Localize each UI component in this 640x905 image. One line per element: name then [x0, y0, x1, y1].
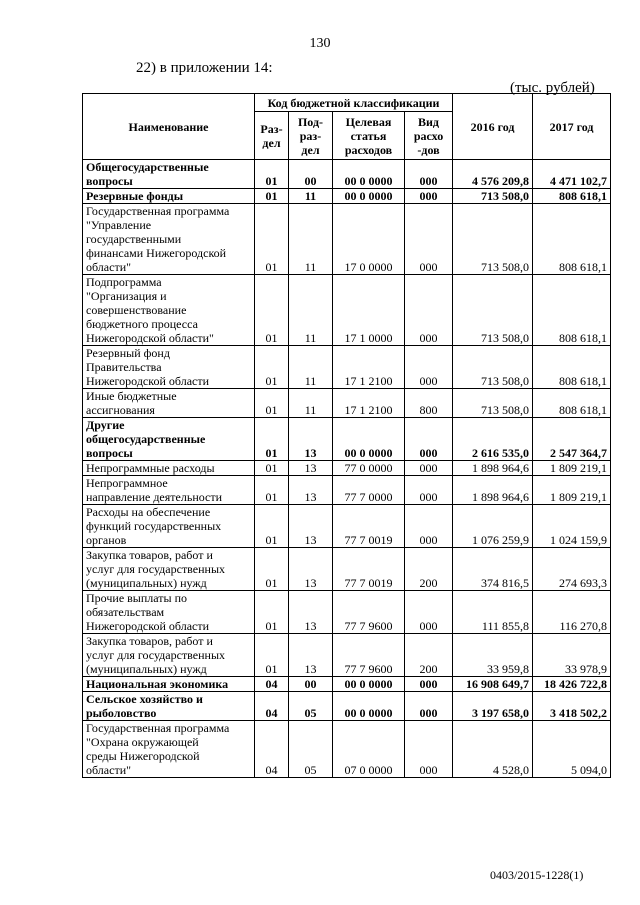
- cell-vid: 800: [405, 389, 453, 418]
- cell-y2017: 274 693,3: [533, 548, 611, 591]
- table-row: [83, 591, 611, 634]
- table-body: [83, 160, 611, 778]
- header-name: Наименование: [83, 94, 255, 160]
- cell-podrazdel: 13: [289, 548, 333, 591]
- header-expense-type: Вид расхо -дов: [405, 112, 453, 160]
- cell-y2017: 1 024 159,9: [533, 505, 611, 548]
- table-row: [83, 721, 611, 778]
- cell-csr: 17 0 0000: [333, 204, 405, 275]
- cell-vid: 000: [405, 461, 453, 476]
- cell-podrazdel: 11: [289, 275, 333, 346]
- table-row: [83, 189, 611, 204]
- cell-razdel: 01: [255, 461, 289, 476]
- cell-name: Сельское хозяйство и рыболовство: [83, 692, 255, 721]
- cell-razdel: 01: [255, 418, 289, 461]
- cell-name: Общегосударственные вопросы: [83, 160, 255, 189]
- cell-csr: 77 7 9600: [333, 634, 405, 677]
- table-row: [83, 476, 611, 505]
- cell-csr: 17 1 0000: [333, 275, 405, 346]
- cell-vid: 000: [405, 505, 453, 548]
- budget-table: [82, 93, 611, 778]
- cell-y2017: 18 426 722,8: [533, 677, 611, 692]
- cell-vid: 200: [405, 548, 453, 591]
- appendix-intro: 22) в приложении 14:: [136, 60, 273, 76]
- cell-razdel: 04: [255, 692, 289, 721]
- table-row: [83, 461, 611, 476]
- cell-y2017: 808 618,1: [533, 389, 611, 418]
- cell-csr: 07 0 0000: [333, 721, 405, 778]
- cell-name: Государственная программа "Управление государственными финансами Нижегородской области": [83, 204, 255, 275]
- cell-razdel: 01: [255, 189, 289, 204]
- cell-csr: 00 0 0000: [333, 418, 405, 461]
- cell-vid: 000: [405, 160, 453, 189]
- cell-name: Государственная программа "Охрана окружающей среды Нижегородской области": [83, 721, 255, 778]
- cell-csr: 17 1 2100: [333, 346, 405, 389]
- cell-vid: 000: [405, 692, 453, 721]
- cell-name: Расходы на обеспечение функций государственных органов: [83, 505, 255, 548]
- cell-csr: 00 0 0000: [333, 160, 405, 189]
- cell-csr: 77 7 9600: [333, 591, 405, 634]
- cell-y2016: 1 898 964,6: [453, 476, 533, 505]
- cell-podrazdel: 05: [289, 721, 333, 778]
- cell-vid: 000: [405, 275, 453, 346]
- header-2017: 2017 год: [533, 94, 611, 160]
- cell-razdel: 01: [255, 389, 289, 418]
- cell-vid: 000: [405, 204, 453, 275]
- cell-csr: 77 7 0019: [333, 548, 405, 591]
- cell-razdel: 01: [255, 476, 289, 505]
- cell-razdel: 01: [255, 634, 289, 677]
- cell-podrazdel: 00: [289, 677, 333, 692]
- cell-name: Непрограммное направление деятельности: [83, 476, 255, 505]
- cell-vid: 000: [405, 476, 453, 505]
- cell-y2016: 111 855,8: [453, 591, 533, 634]
- cell-razdel: 01: [255, 204, 289, 275]
- cell-y2017: 4 471 102,7: [533, 160, 611, 189]
- cell-y2016: 1 076 259,9: [453, 505, 533, 548]
- cell-vid: 200: [405, 634, 453, 677]
- cell-vid: 000: [405, 721, 453, 778]
- cell-name: Национальная экономика: [83, 677, 255, 692]
- cell-podrazdel: 13: [289, 476, 333, 505]
- cell-name: Резервные фонды: [83, 189, 255, 204]
- cell-podrazdel: 13: [289, 634, 333, 677]
- units-note: (тыс. рублей): [510, 80, 595, 96]
- cell-y2017: 33 978,9: [533, 634, 611, 677]
- header-code-group: Код бюджетной классификации: [255, 94, 453, 112]
- table-header: [83, 94, 611, 160]
- cell-name: Иные бюджетные ассигнования: [83, 389, 255, 418]
- cell-podrazdel: 13: [289, 591, 333, 634]
- cell-podrazdel: 11: [289, 204, 333, 275]
- cell-podrazdel: 11: [289, 389, 333, 418]
- cell-csr: 17 1 2100: [333, 389, 405, 418]
- cell-vid: 000: [405, 346, 453, 389]
- document-code: 0403/2015-1228(1): [490, 868, 584, 882]
- cell-y2017: 1 809 219,1: [533, 461, 611, 476]
- cell-y2017: 808 618,1: [533, 346, 611, 389]
- cell-podrazdel: 11: [289, 346, 333, 389]
- table-row: [83, 505, 611, 548]
- cell-podrazdel: 13: [289, 461, 333, 476]
- cell-name: Подпрограмма "Организация и совершенствование бюджетного процесса Нижегородской области": [83, 275, 255, 346]
- cell-y2017: 5 094,0: [533, 721, 611, 778]
- table-row: [83, 418, 611, 461]
- cell-razdel: 01: [255, 346, 289, 389]
- cell-csr: 77 0 0000: [333, 461, 405, 476]
- cell-y2017: 2 547 364,7: [533, 418, 611, 461]
- cell-vid: 000: [405, 591, 453, 634]
- cell-csr: 00 0 0000: [333, 692, 405, 721]
- cell-y2017: 3 418 502,2: [533, 692, 611, 721]
- table-row: [83, 677, 611, 692]
- cell-y2016: 1 898 964,6: [453, 461, 533, 476]
- cell-vid: 000: [405, 677, 453, 692]
- header-razdel: Раз- дел: [255, 112, 289, 160]
- cell-podrazdel: 13: [289, 505, 333, 548]
- cell-y2016: 16 908 649,7: [453, 677, 533, 692]
- cell-y2016: 713 508,0: [453, 346, 533, 389]
- cell-y2017: 808 618,1: [533, 189, 611, 204]
- cell-y2016: 713 508,0: [453, 275, 533, 346]
- cell-y2016: 3 197 658,0: [453, 692, 533, 721]
- cell-podrazdel: 13: [289, 418, 333, 461]
- cell-y2016: 374 816,5: [453, 548, 533, 591]
- cell-csr: 00 0 0000: [333, 189, 405, 204]
- cell-y2016: 33 959,8: [453, 634, 533, 677]
- table-row: [83, 346, 611, 389]
- cell-razdel: 01: [255, 548, 289, 591]
- cell-csr: 77 7 0019: [333, 505, 405, 548]
- cell-podrazdel: 00: [289, 160, 333, 189]
- cell-razdel: 01: [255, 160, 289, 189]
- cell-y2016: 713 508,0: [453, 189, 533, 204]
- table-row: [83, 204, 611, 275]
- cell-y2016: 713 508,0: [453, 204, 533, 275]
- cell-name: Прочие выплаты по обязательствам Нижегородской области: [83, 591, 255, 634]
- table-row: [83, 160, 611, 189]
- cell-podrazdel: 11: [289, 189, 333, 204]
- cell-y2016: 4 528,0: [453, 721, 533, 778]
- cell-name: Непрограммные расходы: [83, 461, 255, 476]
- cell-name: Резервный фонд Правительства Нижегородской области: [83, 346, 255, 389]
- page-number: 130: [309, 36, 331, 51]
- cell-name: Другие общегосударственные вопросы: [83, 418, 255, 461]
- table-row: [83, 548, 611, 591]
- cell-razdel: 04: [255, 677, 289, 692]
- cell-y2016: 713 508,0: [453, 389, 533, 418]
- cell-vid: 000: [405, 189, 453, 204]
- cell-razdel: 04: [255, 721, 289, 778]
- table-row: [83, 389, 611, 418]
- cell-y2017: 116 270,8: [533, 591, 611, 634]
- header-2016: 2016 год: [453, 94, 533, 160]
- cell-podrazdel: 05: [289, 692, 333, 721]
- header-podrazdel: Под- раз- дел: [289, 112, 333, 160]
- cell-name: Закупка товаров, работ и услуг для государственных (муниципальных) нужд: [83, 634, 255, 677]
- cell-y2017: 1 809 219,1: [533, 476, 611, 505]
- cell-razdel: 01: [255, 505, 289, 548]
- cell-csr: 00 0 0000: [333, 677, 405, 692]
- cell-y2016: 2 616 535,0: [453, 418, 533, 461]
- table-row: [83, 692, 611, 721]
- cell-y2017: 808 618,1: [533, 204, 611, 275]
- cell-y2016: 4 576 209,8: [453, 160, 533, 189]
- cell-y2017: 808 618,1: [533, 275, 611, 346]
- cell-razdel: 01: [255, 275, 289, 346]
- cell-vid: 000: [405, 418, 453, 461]
- header-target-article: Целевая статья расходов: [333, 112, 405, 160]
- cell-razdel: 01: [255, 591, 289, 634]
- cell-name: Закупка товаров, работ и услуг для государственных (муниципальных) нужд: [83, 548, 255, 591]
- table-row: [83, 634, 611, 677]
- table-row: [83, 275, 611, 346]
- cell-csr: 77 7 0000: [333, 476, 405, 505]
